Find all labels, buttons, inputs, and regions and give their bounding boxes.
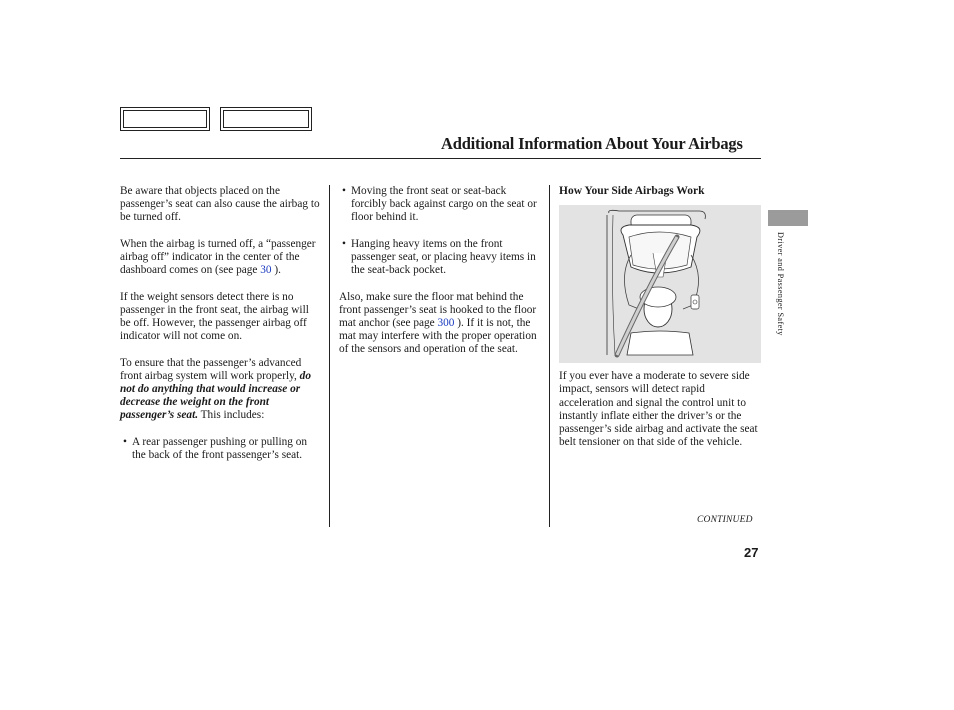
list-item [120,436,320,462]
paragraph-text: This includes: [198,409,265,422]
nav-button-previous[interactable] [120,107,210,131]
list-item [339,185,542,225]
paragraph-text: To ensure that the passenger’s advanced front airbag system will work properly, [120,356,302,382]
column-left [120,185,320,475]
paragraph-text: ). [271,264,281,277]
list-item-text: Moving the front seat or seat-back forcibly back against cargo on the seat or floor behind it. [351,185,537,224]
column-middle [339,185,542,370]
side-airbag-illustration [559,205,761,363]
page-link-300[interactable]: 300 [437,317,455,329]
nav-button-next[interactable] [220,107,312,131]
section-tab[interactable] [768,210,808,226]
title-rule [120,158,761,159]
bullet-icon: • [342,185,346,197]
paragraph [120,357,320,423]
continued-label: CONTINUED [697,515,753,525]
column-divider [549,185,550,527]
list-item-text: Hanging heavy items on the front passenger seat, or placing heavy items in the seat-back pocket. [351,237,536,277]
paragraph [339,291,542,357]
column-right [559,185,762,463]
section-tab-label [773,232,785,372]
paragraph [120,238,320,278]
paragraph: If the weight sensors detect there is no passenger in the front seat, the airbag will be off. However, the passenger airbag off indicator will not come on. [120,290,309,343]
column-divider [329,185,330,527]
page-link-30[interactable]: 30 [260,264,272,277]
section-tab-text: Driver and Passenger Safety [776,232,785,336]
warning-emphasis: do not do anything that would increase or decrease the weight on the front passenger’s seat. [120,369,311,422]
paragraph: Be aware that objects placed on the passenger’s seat can also cause the airbag to be turned off. [120,185,320,224]
paragraph-text: When the airbag is turned off, a “passenger airbag off” indicator in the center of the dashboard comes on (see page [120,237,316,277]
paragraph-text: Also, make sure the floor mat behind the front passenger’s seat is hooked to the floor mat anchor (see page [339,290,537,329]
page-number: 27 [744,545,759,560]
bullet-icon: • [123,435,127,448]
page-title: Additional Information About Your Airbags [441,134,743,153]
seat-occupant-icon [559,205,761,363]
list-item [339,238,542,278]
list-item-text: A rear passenger pushing or pulling on the back of the front passenger’s seat. [132,435,308,461]
paragraph: If you ever have a moderate to severe side impact, sensors will detect rapid acceleration and signal the control unit to instantly inflate either the driver’s or the passenger’s side airbag and activate the seat belt tensioner on that side of the vehicle. [559,370,758,449]
paragraph-text: ). If it is not, the mat may interfere with the proper operation of the sensors and operation of the seat. [339,317,537,356]
section-heading: How Your Side Airbags Work [559,185,705,197]
bullet-icon: • [342,237,346,250]
